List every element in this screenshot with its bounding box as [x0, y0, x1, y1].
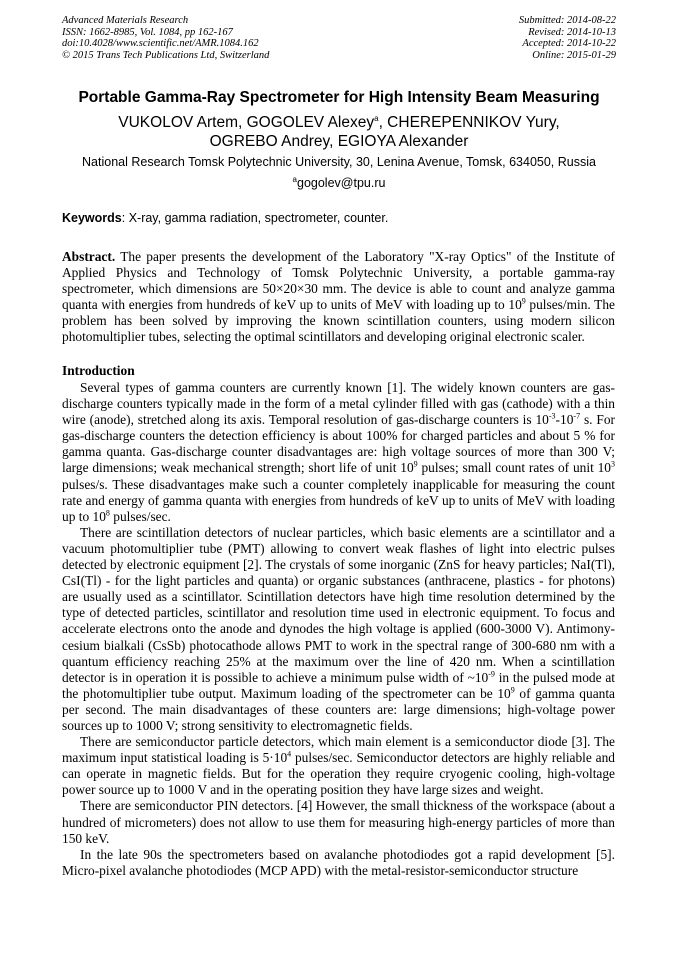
authors	[0, 113, 678, 151]
sup: 3	[611, 460, 615, 469]
online-date: Online: 2015-01-29	[532, 49, 616, 61]
paragraph: In the late 90s the spectrometers based on avalanche photodiodes got a rapid development [5]. Micro-pixel avalanche photodiodes (MCP APD) with the metal-resistor-semiconductor structure	[62, 846, 615, 878]
keywords-text: : X-ray, gamma radiation, spectrometer, counter.	[121, 211, 389, 225]
text: pulses/s. These disadvantages make such a counter completely inapplicable for measuring the count rate and energy of gamma quanta with energies from hundreds of keV up to units of MeV with loading up to 10	[62, 476, 615, 524]
email-text[interactable]: gogolev@tpu.ru	[297, 176, 386, 190]
author-sup: a	[374, 113, 379, 123]
sup: 9	[521, 296, 526, 306]
sup: 8	[105, 508, 110, 518]
introduction-body	[62, 380, 615, 879]
journal-info	[62, 15, 269, 61]
journal-name: Advanced Materials Research	[62, 15, 189, 26]
sup: -9	[488, 669, 495, 679]
authors-line1-rest: , CHEREPENNIKOV Yury,	[378, 114, 560, 131]
email	[0, 176, 678, 190]
text: pulses/sec.	[109, 508, 171, 524]
email-sup: a	[292, 174, 297, 184]
text: of gamma quanta per second. The main disadvantages of these counters are: large dimensions; high-voltage power sources up to 1000 V; strong sensitivity to electromagnetic fields.	[62, 685, 615, 733]
sup: -7	[573, 411, 581, 421]
submitted-date: Submitted: 2014-08-22	[518, 15, 616, 26]
abstract-text: The paper presents the development of the Laboratory "X-ray Optics" of the Institute of Applied Physics and Technology of Tomsk Polytechnic University, a portable gamma-ray spectrometer, which dimensions are 50×20×30 mm. The device is able to count and analyze gamma quanta with energies from hundreds of keV up to units of MeV with loading up to 10	[62, 249, 615, 313]
text: There are scintillation detectors of nuclear particles, which basic elements are a scintillator and a vacuum photomultiplier tube (PMT) allowing to convert weak flashes of light into electric pulses detected by electronic equipment [2]. The crystals of some inorganic (ZnS for heavy particles; NaI(Tl), CsI(Tl) - for the light particles and quanta) or organic substances (anthracene, plastics - for photons) are usually used as a scintillator. Scintillation detectors have high time resolution determined by the type of detected particles, scintillator and resolution time used in electronic equipment. To focus and accelerate electrons onto the anode and dynodes the high voltage is applied (600-3000 V). Antimony-cesium bialkali (CsSb) photocathode allows PMT to work in the spectral range of 300-680 nm with a quantum efficiency reaching 25% at the maximum over the line of 420 nm. When a scintillation detector is in operation it is possible to achieve a minimum pulse width of ~10	[62, 524, 615, 685]
issn: ISSN: 1662-8985, Vol. 1084, pp 162-167	[62, 26, 233, 38]
abstract-label: Abstract.	[62, 249, 116, 264]
copyright: © 2015 Trans Tech Publications Ltd, Switzerland	[62, 49, 270, 61]
dates-info	[519, 15, 616, 61]
sup: -3	[548, 411, 556, 421]
doi: doi:10.4028/www.scientific.net/AMR.1084.162	[62, 38, 259, 49]
paragraph	[62, 734, 615, 798]
paragraph: There are semiconductor PIN detectors. [4] However, the small thickness of the workspace (about a hundred of micrometers) does not allow to use them for measuring high-energy particles of more than 150 keV.	[62, 798, 615, 846]
text: in the pulsed mode at the photomultiplier tube output. Maximum loading of the spectrometer can be 10	[62, 669, 616, 701]
abstract	[62, 249, 615, 346]
revised-date: Revised: 2014-10-13	[528, 26, 616, 38]
sup: 4	[287, 749, 292, 759]
authors-line2: OGREBO Andrey, EGIOYA Alexander	[209, 133, 469, 150]
accepted-date: Accepted: 2014-10-22	[522, 38, 616, 49]
paper-title: Portable Gamma-Ray Spectrometer for High Intensity Beam Measuring	[78, 89, 600, 106]
text: s. For gas-discharge counters the detection efficiency is about 100% for charged particles and about 5 % for gamma quanta. Gas-discharge counter disadvantages are: high voltage sources of more than 300 V; large dimensions; weak mechanical strength; short life of unit 10	[62, 412, 615, 476]
affiliation: National Research Tomsk Polytechnic University, 30, Lenina Avenue, Tomsk, 634050, Russia	[82, 155, 596, 169]
paragraph	[62, 380, 615, 525]
paragraph	[62, 525, 615, 734]
sup: 9	[510, 685, 515, 695]
sup: 9	[413, 460, 418, 469]
abstract-text: pulses/min. The problem has been solved by improving the known scintillation counters, using modern silicon photomultiplier tubes, selecting the optimal scintillators and developing original electronic scaler.	[62, 297, 615, 345]
text: -10	[555, 412, 574, 428]
keywords	[62, 211, 388, 225]
section-heading-introduction: Introduction	[62, 363, 135, 378]
text: pulses/sec. Semiconductor detectors are highly reliable and can operate in magnetic fields. But for the operation they require cryogenic cooling, high-voltage power source up to 1000 V and in the operating position they have large sizes and weight.	[62, 750, 615, 798]
text: Several types of gamma counters are currently known [1]. The widely known counters are gas-discharge counters typically made in the form of a metal cylinder filled with gas (cathode) with a thin wire (anode), stretched along its axis. Temporal resolution of gas-discharge counters is 10	[62, 380, 615, 428]
text: pulses; small count rates of unit 10	[417, 460, 611, 476]
keywords-label: Keywords	[62, 211, 122, 225]
text: There are semiconductor particle detectors, which main element is a semiconductor diode [3]. The maximum input statistical loading is 5·10	[62, 734, 615, 766]
authors-line1: VUKOLOV Artem, GOGOLEV Alexey	[118, 114, 375, 131]
